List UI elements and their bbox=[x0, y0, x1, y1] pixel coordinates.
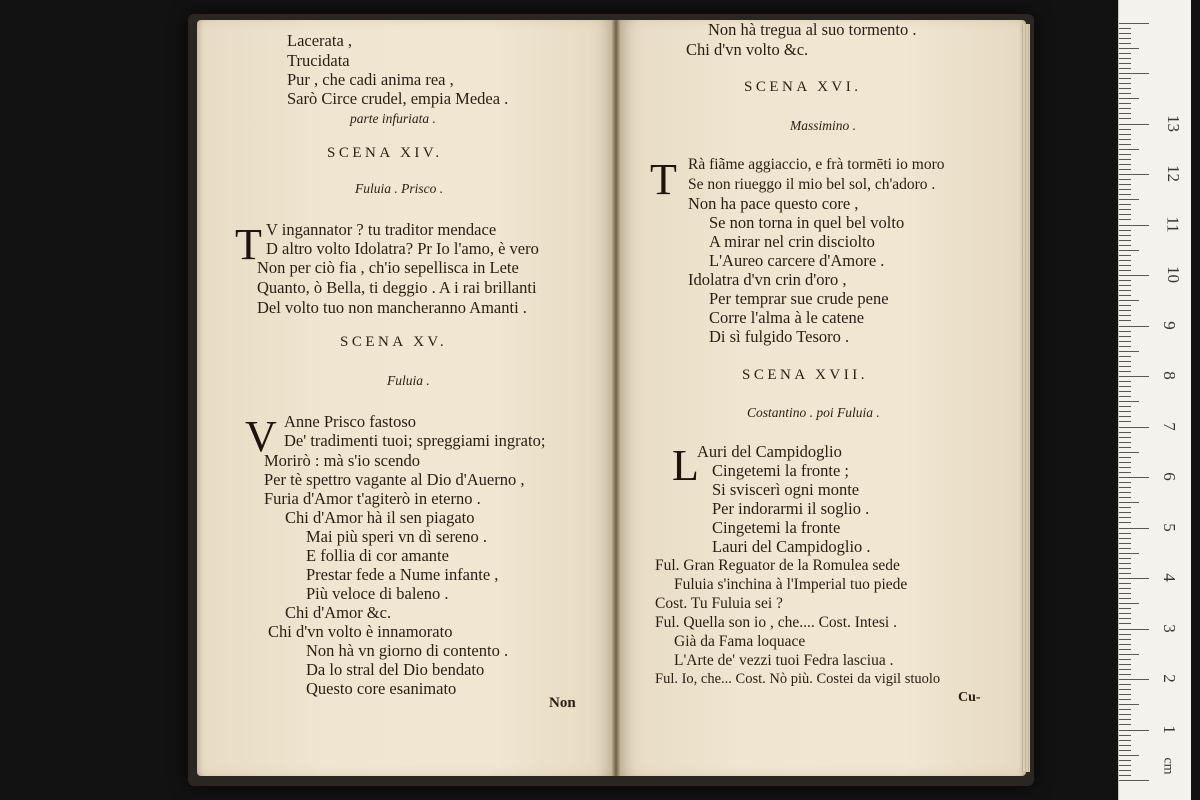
ruler-tick bbox=[1119, 118, 1131, 119]
ruler-tick bbox=[1119, 634, 1131, 635]
ruler-tick bbox=[1119, 295, 1131, 296]
ruler-tick bbox=[1119, 381, 1131, 382]
text-line: Per indorarmi il soglio . bbox=[712, 499, 870, 518]
ruler-tick bbox=[1119, 169, 1131, 170]
ruler-tick bbox=[1119, 639, 1131, 640]
ruler-tick bbox=[1119, 593, 1131, 594]
ruler-tick bbox=[1119, 482, 1131, 483]
text-line: Cingetemi la fronte ; bbox=[712, 461, 850, 480]
ruler-tick bbox=[1119, 275, 1149, 276]
ruler-tick bbox=[1119, 432, 1131, 433]
scene-heading: SCENA XVII. bbox=[742, 367, 869, 383]
ruler-number: 9 bbox=[1159, 320, 1179, 330]
ruler-tick bbox=[1119, 538, 1131, 539]
ruler-tick bbox=[1119, 310, 1131, 311]
ruler-number: 5 bbox=[1159, 522, 1179, 532]
ruler-tick bbox=[1119, 533, 1131, 534]
ruler-tick bbox=[1119, 765, 1131, 766]
ruler-tick bbox=[1119, 507, 1131, 508]
ruler-tick bbox=[1119, 315, 1131, 316]
ruler-tick bbox=[1119, 563, 1131, 564]
text-line: Chi d'vn volto &c. bbox=[686, 40, 809, 59]
ruler-tick bbox=[1119, 305, 1131, 306]
ruler-tick bbox=[1119, 755, 1139, 756]
ruler-tick bbox=[1119, 58, 1131, 59]
text-line: Non hà tregua al suo tormento . bbox=[708, 20, 917, 39]
text-line: Questo core esanimato bbox=[306, 679, 457, 698]
text-line: Sarò Circe crudel, empia Medea . bbox=[287, 89, 509, 108]
text-line: Da lo stral del Dio bendato bbox=[306, 660, 485, 679]
ruler-tick bbox=[1119, 38, 1131, 39]
ruler-tick bbox=[1119, 669, 1131, 670]
ruler-tick bbox=[1119, 179, 1131, 180]
text-line: Idolatra d'vn crin d'oro , bbox=[688, 270, 847, 289]
ruler-tick bbox=[1119, 28, 1131, 29]
text-line: Fuluia s'inchina à l'Imperial tuo piede bbox=[674, 576, 908, 593]
ruler-tick bbox=[1119, 608, 1131, 609]
text-line: Già da Fama loquace bbox=[674, 633, 806, 650]
text-line: V ingannator ? tu traditor mendace bbox=[266, 220, 497, 239]
ruler-tick bbox=[1119, 735, 1131, 736]
ruler-tick bbox=[1119, 699, 1131, 700]
ruler-tick bbox=[1119, 285, 1131, 286]
ruler-tick bbox=[1119, 83, 1131, 84]
ruler-tick bbox=[1119, 512, 1131, 513]
ruler-tick bbox=[1119, 427, 1149, 428]
ruler-tick bbox=[1119, 386, 1131, 387]
ruler-tick bbox=[1119, 124, 1149, 125]
ruler-number: 12 bbox=[1164, 165, 1183, 182]
ruler-tick bbox=[1119, 472, 1131, 473]
ruler-tick bbox=[1119, 98, 1139, 99]
ruler-tick bbox=[1119, 442, 1131, 443]
text-line: A mirar nel crin disciolto bbox=[709, 232, 875, 251]
ruler-tick bbox=[1119, 159, 1131, 160]
book-gutter bbox=[612, 20, 620, 776]
ruler-tick bbox=[1119, 23, 1149, 24]
text-line: Cost. Tu Fuluia sei ? bbox=[655, 595, 783, 612]
ruler-tick bbox=[1119, 250, 1139, 251]
text-line: Non hà vn giorno di contento . bbox=[306, 641, 509, 660]
ruler-tick bbox=[1119, 770, 1131, 771]
catchword: Cu- bbox=[958, 690, 981, 705]
ruler-tick bbox=[1119, 154, 1131, 155]
text-line: L'Arte de' vezzi tuoi Fedra lasciua . bbox=[674, 652, 894, 669]
text-line: Mai più speri vn dì sereno . bbox=[306, 527, 488, 546]
ruler-tick bbox=[1119, 245, 1131, 246]
ruler-tick bbox=[1119, 204, 1131, 205]
ruler-tick bbox=[1119, 214, 1131, 215]
drop-cap: T bbox=[235, 220, 262, 269]
text-line: Chi d'vn volto è innamorato bbox=[268, 622, 453, 641]
ruler-tick bbox=[1119, 174, 1149, 175]
ruler-tick bbox=[1119, 679, 1149, 680]
text-line: D altro volto Idolatra? Pr Io l'amo, è vero bbox=[266, 239, 539, 258]
text-line: Per temprar sue crude pene bbox=[709, 289, 889, 308]
ruler-number: 4 bbox=[1159, 573, 1179, 582]
text-line: Ful. Gran Reguator de la Romulea sede bbox=[655, 557, 900, 574]
text-line: Furia d'Amor t'agiterò in eterno . bbox=[264, 489, 481, 508]
ruler-tick bbox=[1119, 421, 1131, 422]
ruler-number: 8 bbox=[1159, 371, 1179, 380]
ruler-tick bbox=[1119, 48, 1139, 49]
ruler-tick bbox=[1119, 336, 1131, 337]
ruler-tick bbox=[1119, 331, 1131, 332]
ruler-number: 1 bbox=[1159, 724, 1179, 734]
ruler-tick bbox=[1119, 139, 1131, 140]
stage-direction: parte infuriata . bbox=[350, 111, 436, 126]
ruler-tick bbox=[1119, 745, 1131, 746]
ruler-tick bbox=[1119, 714, 1131, 715]
text-line: E follia di cor amante bbox=[306, 546, 449, 565]
ruler-tick bbox=[1119, 654, 1139, 655]
ruler-tick bbox=[1119, 144, 1131, 145]
ruler-tick bbox=[1119, 371, 1131, 372]
text-line: Trucidata bbox=[287, 51, 350, 70]
text-line: Se non torna in quel bel volto bbox=[709, 213, 905, 232]
text-line: Se non riueggo il mio bel sol, ch'adoro . bbox=[688, 176, 936, 193]
ruler-tick bbox=[1119, 401, 1139, 402]
ruler-tick bbox=[1119, 280, 1131, 281]
drop-cap: T bbox=[650, 155, 677, 204]
ruler-tick bbox=[1119, 730, 1149, 731]
ruler-tick bbox=[1119, 588, 1131, 589]
ruler-tick bbox=[1119, 225, 1149, 226]
ruler-number: 2 bbox=[1159, 674, 1179, 683]
ruler-tick bbox=[1119, 573, 1131, 574]
ruler-tick bbox=[1119, 230, 1131, 231]
ruler-tick bbox=[1119, 411, 1131, 412]
ruler-tick bbox=[1119, 103, 1131, 104]
ruler-tick bbox=[1119, 260, 1131, 261]
ruler-tick bbox=[1119, 406, 1131, 407]
ruler-tick bbox=[1119, 467, 1131, 468]
ruler-tick bbox=[1119, 78, 1131, 79]
ruler-tick bbox=[1119, 522, 1131, 523]
ruler-tick bbox=[1119, 724, 1131, 725]
text-line: Cingetemi la fronte bbox=[712, 518, 841, 537]
text-line: Chi d'Amor hà il sen piagato bbox=[285, 508, 475, 527]
ruler-tick bbox=[1119, 351, 1139, 352]
ruler-tick bbox=[1119, 326, 1149, 327]
ruler-tick bbox=[1119, 240, 1131, 241]
scene-heading: SCENA XV. bbox=[340, 334, 448, 350]
ruler-tick bbox=[1119, 189, 1131, 190]
ruler-tick bbox=[1119, 270, 1131, 271]
text-line: Non ha pace questo core , bbox=[688, 194, 859, 213]
ruler-tick bbox=[1119, 88, 1131, 89]
ruler-tick bbox=[1119, 320, 1131, 321]
text-line: Lacerata , bbox=[287, 31, 353, 50]
ruler-tick bbox=[1119, 290, 1131, 291]
ruler-tick bbox=[1119, 684, 1131, 685]
text-line: Più veloce di baleno . bbox=[306, 584, 449, 603]
ruler-tick bbox=[1119, 689, 1131, 690]
text-line: Auri del Campidoglio bbox=[697, 442, 842, 461]
text-line: Del volto tuo non mancheranno Amanti . bbox=[257, 298, 527, 317]
ruler-tick bbox=[1119, 487, 1131, 488]
ruler-tick bbox=[1119, 603, 1139, 604]
text-line: Ful. Quella son io , che.... Cost. Intesi . bbox=[655, 614, 897, 631]
ruler-tick bbox=[1119, 694, 1131, 695]
text-line: Si sviscerì ogni monte bbox=[712, 480, 860, 499]
text-line: Morirò : mà s'io scendo bbox=[264, 451, 421, 470]
ruler-tick bbox=[1119, 644, 1131, 645]
ruler-tick bbox=[1119, 618, 1131, 619]
ruler-tick bbox=[1119, 164, 1131, 165]
catchword: Non bbox=[549, 695, 576, 711]
ruler-tick bbox=[1119, 391, 1131, 392]
character-list: Massimino . bbox=[790, 118, 857, 133]
text-line: Di sì fulgido Tesoro . bbox=[709, 327, 850, 346]
ruler-tick bbox=[1119, 194, 1131, 195]
ruler-tick bbox=[1119, 704, 1139, 705]
ruler-tick bbox=[1119, 341, 1131, 342]
drop-cap: V bbox=[245, 412, 277, 461]
ruler-tick bbox=[1119, 300, 1139, 301]
ruler-tick bbox=[1119, 366, 1131, 367]
ruler-tick bbox=[1119, 598, 1131, 599]
ruler-tick bbox=[1119, 517, 1131, 518]
ruler-tick bbox=[1119, 219, 1131, 220]
ruler-tick bbox=[1119, 63, 1131, 64]
ruler-tick bbox=[1119, 134, 1131, 135]
ruler-tick bbox=[1119, 457, 1131, 458]
ruler-tick bbox=[1119, 709, 1131, 710]
ruler-tick bbox=[1119, 629, 1149, 630]
ruler-tick bbox=[1119, 108, 1131, 109]
ruler-number: 13 bbox=[1164, 114, 1183, 132]
ruler-tick bbox=[1119, 396, 1131, 397]
ruler-tick bbox=[1119, 548, 1131, 549]
text-line: Prestar fede a Nume infante , bbox=[306, 565, 499, 584]
ruler-tick bbox=[1119, 462, 1131, 463]
ruler-number: 7 bbox=[1159, 421, 1179, 431]
ruler-tick bbox=[1119, 528, 1149, 529]
ruler-tick bbox=[1119, 497, 1131, 498]
ruler-tick bbox=[1119, 265, 1131, 266]
ruler-tick bbox=[1119, 184, 1131, 185]
text-line: Non per ciò fia , ch'io sepellisca in Lete bbox=[257, 258, 519, 277]
ruler-tick bbox=[1119, 93, 1131, 94]
ruler-tick bbox=[1119, 719, 1131, 720]
text-line: Corre l'alma à le catene bbox=[709, 308, 865, 327]
ruler-tick bbox=[1119, 568, 1131, 569]
ruler-tick bbox=[1119, 553, 1139, 554]
ruler-tick bbox=[1119, 43, 1131, 44]
ruler-number: 3 bbox=[1159, 623, 1179, 633]
ruler-tick bbox=[1119, 492, 1131, 493]
character-list: Costantino . poi Fuluia . bbox=[747, 405, 880, 420]
ruler-tick bbox=[1119, 346, 1131, 347]
ruler-tick bbox=[1119, 437, 1131, 438]
ruler-tick bbox=[1119, 477, 1149, 478]
ruler-tick bbox=[1119, 775, 1131, 776]
ruler-tick bbox=[1119, 356, 1131, 357]
ruler-tick bbox=[1119, 780, 1149, 781]
ruler-tick bbox=[1119, 452, 1139, 453]
ruler-tick bbox=[1119, 750, 1131, 751]
text-line: Quanto, ò Bella, ti deggio . A i rai brillanti bbox=[257, 278, 537, 297]
scene-heading: SCENA XIV. bbox=[327, 145, 443, 161]
text-line: Lauri del Campidoglio . bbox=[712, 537, 871, 556]
ruler-tick bbox=[1119, 68, 1131, 69]
scene-heading: SCENA XVI. bbox=[744, 79, 862, 95]
ruler-number: 10 bbox=[1164, 266, 1183, 283]
drop-cap: L bbox=[672, 441, 699, 490]
ruler-tick bbox=[1119, 416, 1131, 417]
ruler-tick bbox=[1119, 649, 1131, 650]
ruler-tick bbox=[1119, 502, 1139, 503]
text-line: Chi d'Amor &c. bbox=[285, 603, 392, 622]
ruler-number: 6 bbox=[1159, 472, 1179, 481]
ruler-tick bbox=[1119, 209, 1131, 210]
ruler-tick bbox=[1119, 149, 1139, 150]
ruler-tick bbox=[1119, 113, 1131, 114]
ruler-tick bbox=[1119, 740, 1131, 741]
ruler-tick bbox=[1119, 447, 1131, 448]
ruler-unit-label: cm bbox=[1160, 757, 1176, 775]
text-line: Pur , che cadi anima rea , bbox=[287, 70, 454, 89]
ruler-tick bbox=[1119, 659, 1131, 660]
text-line: De' tradimenti tuoi; spreggiami ingrato; bbox=[284, 431, 546, 450]
ruler-tick bbox=[1119, 543, 1131, 544]
ruler-tick bbox=[1119, 199, 1139, 200]
ruler-tick bbox=[1119, 674, 1131, 675]
ruler-tick bbox=[1119, 361, 1131, 362]
text-line: Per tè spettro vagante al Dio d'Auerno , bbox=[264, 470, 525, 489]
text-line: Anne Prisco fastoso bbox=[284, 412, 416, 431]
character-list: Fuluia . bbox=[387, 373, 430, 388]
ruler-tick bbox=[1119, 578, 1149, 579]
ruler-tick bbox=[1119, 376, 1149, 377]
text-line: Rà fiãme aggiaccio, e frà tormēti io moro bbox=[688, 156, 945, 173]
text-line: Ful. Io, che... Cost. Nò più. Costei da vigil stuolo bbox=[655, 671, 941, 687]
measuring-ruler bbox=[1118, 0, 1191, 800]
character-list: Fuluia . Prisco . bbox=[355, 181, 444, 196]
ruler-tick bbox=[1119, 53, 1131, 54]
ruler-tick bbox=[1119, 33, 1131, 34]
ruler-tick bbox=[1119, 613, 1131, 614]
ruler-tick bbox=[1119, 623, 1131, 624]
ruler-tick bbox=[1119, 664, 1131, 665]
ruler-number: 11 bbox=[1163, 215, 1183, 233]
ruler-tick bbox=[1119, 255, 1131, 256]
page-edges bbox=[1020, 24, 1030, 772]
ruler-tick bbox=[1119, 583, 1131, 584]
text-line: L'Aureo carcere d'Amore . bbox=[709, 251, 885, 270]
ruler-tick bbox=[1119, 73, 1149, 74]
ruler-tick bbox=[1119, 129, 1131, 130]
ruler-tick bbox=[1119, 760, 1131, 761]
ruler-tick bbox=[1119, 558, 1131, 559]
ruler-tick bbox=[1119, 235, 1131, 236]
